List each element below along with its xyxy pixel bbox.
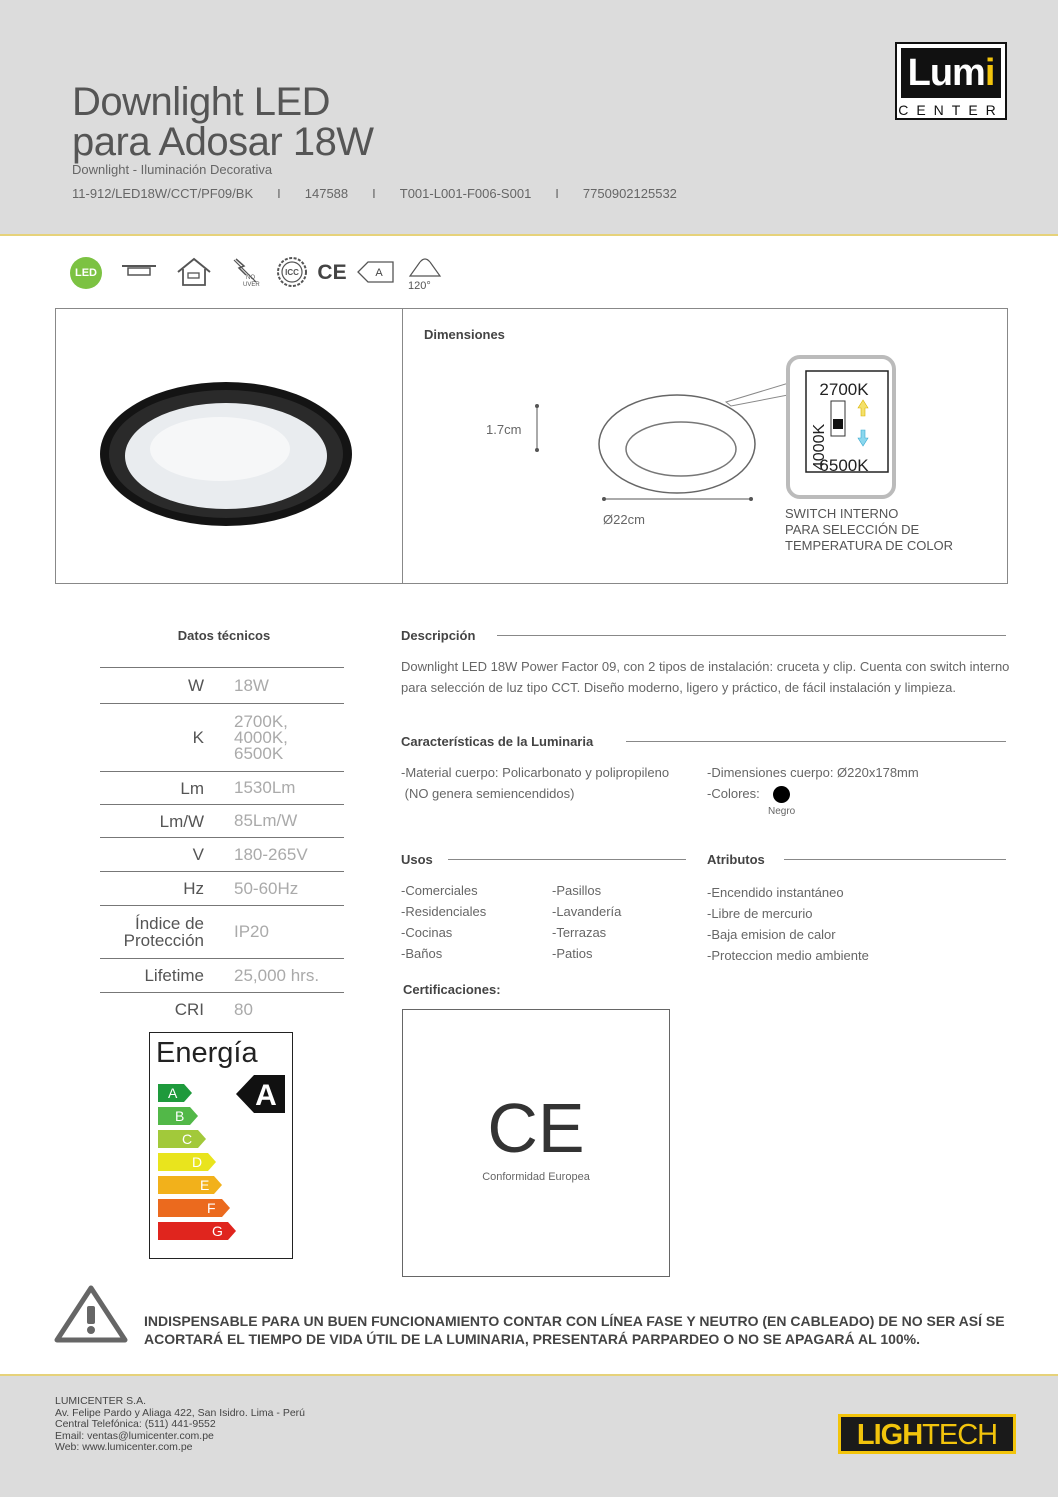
svg-text:UVER: UVER: [243, 282, 260, 288]
product-title: [72, 82, 374, 162]
energy-title: Energía: [156, 1037, 258, 1069]
features-rule: [626, 741, 1006, 742]
no-uv-icon: [230, 256, 264, 288]
lightech-logo: LIGHTECH: [838, 1414, 1016, 1454]
description-rule: [497, 635, 1006, 636]
svg-text:6500K: 6500K: [819, 456, 869, 475]
spec-value: IP20: [234, 922, 269, 941]
switch-note: SWITCH INTERNO PARA SELECCIÓN DE TEMPERATURA DE COLOR: [785, 506, 954, 553]
spec-row: [100, 958, 344, 992]
title-line-2: para Adosar 18W: [72, 120, 374, 164]
diameter-dimension: Ø22cm: [603, 512, 645, 527]
svg-text:G: G: [212, 1223, 223, 1239]
footer-band: [0, 1374, 1058, 1497]
dimensions-title: Dimensiones: [424, 327, 505, 342]
uses-title: Usos: [401, 852, 433, 867]
spec-key: Hz: [183, 879, 204, 898]
title-line-1: Downlight LED: [72, 80, 331, 124]
uses-rule: [448, 859, 686, 860]
product-codes: [72, 186, 677, 201]
spec-key: K: [192, 728, 204, 747]
description-text: Downlight LED 18W Power Factor 09, con 2 tipos de instalación: cruceta y clip. Cuenta con switch interno para selección de luz tipo CCT. Diseño moderno, ligero y práctico, de fácil instalación y limpieza.: [401, 659, 1010, 695]
svg-text:B: B: [175, 1108, 185, 1124]
ceiling-mount-icon: [120, 262, 158, 282]
spec-row: [100, 837, 344, 871]
svg-text:F: F: [207, 1200, 216, 1216]
energy-bar-e: [158, 1176, 222, 1194]
product-overview-box: [55, 308, 1008, 584]
energy-bar-d: [158, 1153, 216, 1171]
spec-row: [100, 905, 344, 958]
spec-key: Lifetime: [144, 966, 204, 985]
uses-col-2: -Pasillos -Lavandería -Terrazas -Patios: [552, 883, 622, 961]
spec-key: Lm/W: [159, 811, 204, 831]
certifications-box: [402, 1009, 670, 1277]
warning-icon: [54, 1284, 128, 1344]
svg-text:2700K: 2700K: [819, 380, 869, 399]
svg-text:NO: NO: [246, 275, 255, 281]
attributes-title: Atributos: [707, 852, 765, 867]
svg-text:A: A: [375, 267, 383, 279]
spec-key: CRI: [174, 1000, 204, 1019]
spec-value: 18W: [234, 675, 269, 695]
spec-value: 180-265V: [234, 844, 308, 864]
product-barcode: 7750902125532: [582, 186, 677, 201]
spec-value: 50-60Hz: [234, 878, 299, 898]
color-swatch-label: Negro: [768, 806, 796, 817]
svg-text:4000K: 4000K: [811, 423, 828, 471]
product-location-code: T001-L001-F006-S001: [399, 186, 532, 201]
product-id: 147588: [304, 186, 349, 201]
svg-text:CE: CE: [487, 1089, 585, 1167]
icc-certification-icon: [276, 256, 308, 288]
description-title: Descripción: [401, 628, 476, 643]
certification-label: Conformidad Europea: [482, 1171, 590, 1183]
spec-value: 25,000 hrs.: [234, 965, 320, 985]
certifications-title: Certificaciones:: [403, 982, 501, 997]
spec-key: W: [187, 676, 204, 695]
code-separator: I: [555, 186, 559, 201]
company-contact: LUMICENTER S.A. Av. Felipe Pardo y Aliaga 422, San Isidro. Lima - Perú Central Telefónica: (511) 441-9552 Email: ventas@lumicenter.com.pe Web: www.lumicenter.com.pe: [55, 1395, 305, 1453]
energy-bar-f: [158, 1199, 230, 1217]
specs-title: Datos técnicos: [177, 628, 271, 643]
product-sku: 11-912/LED18W/CCT/PF09/BK: [72, 186, 254, 201]
spec-row: [100, 992, 344, 1026]
product-subtitle: Downlight - Iluminación Decorativa: [72, 162, 273, 177]
features-right: -Dimensiones cuerpo: Ø220x178mm -Colores:: [707, 765, 919, 801]
spec-value: 80: [234, 999, 253, 1019]
code-separator: I: [277, 186, 281, 201]
attributes-list: -Encendido instantáneo -Libre de mercurio -Baja emision de calor -Proteccion medio ambiente: [707, 885, 869, 963]
ce-mark-icon: [318, 260, 346, 282]
lumicenter-logo: Lumi CENTER: [895, 42, 1007, 120]
spec-row: [100, 871, 344, 905]
spec-key: V: [192, 845, 204, 864]
box-divider: [402, 309, 403, 583]
logo-subtitle: CENTER: [898, 102, 1004, 118]
energy-class-icon: [356, 260, 396, 284]
color-swatch-black: [773, 786, 790, 803]
warning-text: INDISPENSABLE PARA UN BUEN FUNCIONAMIENTO CONTAR CON LÍNEA FASE Y NEUTRO (EN CABLEADO) DE NO SER ASÍ SE ACORTARÁ EL TIEMPO DE VIDA ÚTIL DE LA LUMINARIA, PRESENTARÁ PARPARDEO O NO SE APAGARÁ AL 100%.: [144, 1313, 1005, 1347]
energy-bar-g: [158, 1222, 236, 1240]
spec-key: Índice de Protección: [123, 914, 204, 950]
svg-text:E: E: [200, 1177, 210, 1193]
product-photo: [100, 379, 360, 529]
features-title: Características de la Luminaria: [401, 734, 594, 749]
svg-text:A: A: [255, 1079, 277, 1112]
ce-mark-icon: [487, 1089, 585, 1167]
spec-row: [100, 771, 344, 804]
header-band: [0, 0, 1058, 236]
energy-scale: [150, 1033, 292, 1257]
energy-label: [149, 1032, 293, 1259]
attributes-rule: [784, 859, 1006, 860]
beam-angle-value: 120°: [408, 280, 431, 292]
svg-text:D: D: [192, 1154, 203, 1170]
spec-value: 1530Lm: [234, 778, 296, 797]
beam-angle-icon: [408, 254, 442, 280]
spec-row: [100, 703, 344, 771]
svg-text:C: C: [182, 1131, 193, 1147]
code-separator: I: [372, 186, 376, 201]
spec-value: 85Lm/W: [234, 811, 298, 830]
spec-value: 2700K, 4000K, 6500K: [234, 711, 288, 763]
spec-row: [100, 667, 344, 703]
svg-text:ICC: ICC: [285, 268, 299, 277]
spec-row: [100, 804, 344, 837]
height-dimension: 1.7cm: [486, 422, 522, 437]
svg-text:A: A: [168, 1085, 178, 1101]
spec-key: Lm: [180, 778, 204, 798]
features-left: -Material cuerpo: Policarbonato y polipropileno (NO genera semiencendidos): [401, 765, 670, 801]
indoor-house-icon: [174, 256, 214, 288]
uses-col-1: -Comerciales -Residenciales -Cocinas -Baños: [401, 883, 487, 961]
led-icon: LED: [70, 257, 102, 289]
svg-text:CE: CE: [317, 261, 347, 284]
specs-table: [100, 667, 344, 1026]
